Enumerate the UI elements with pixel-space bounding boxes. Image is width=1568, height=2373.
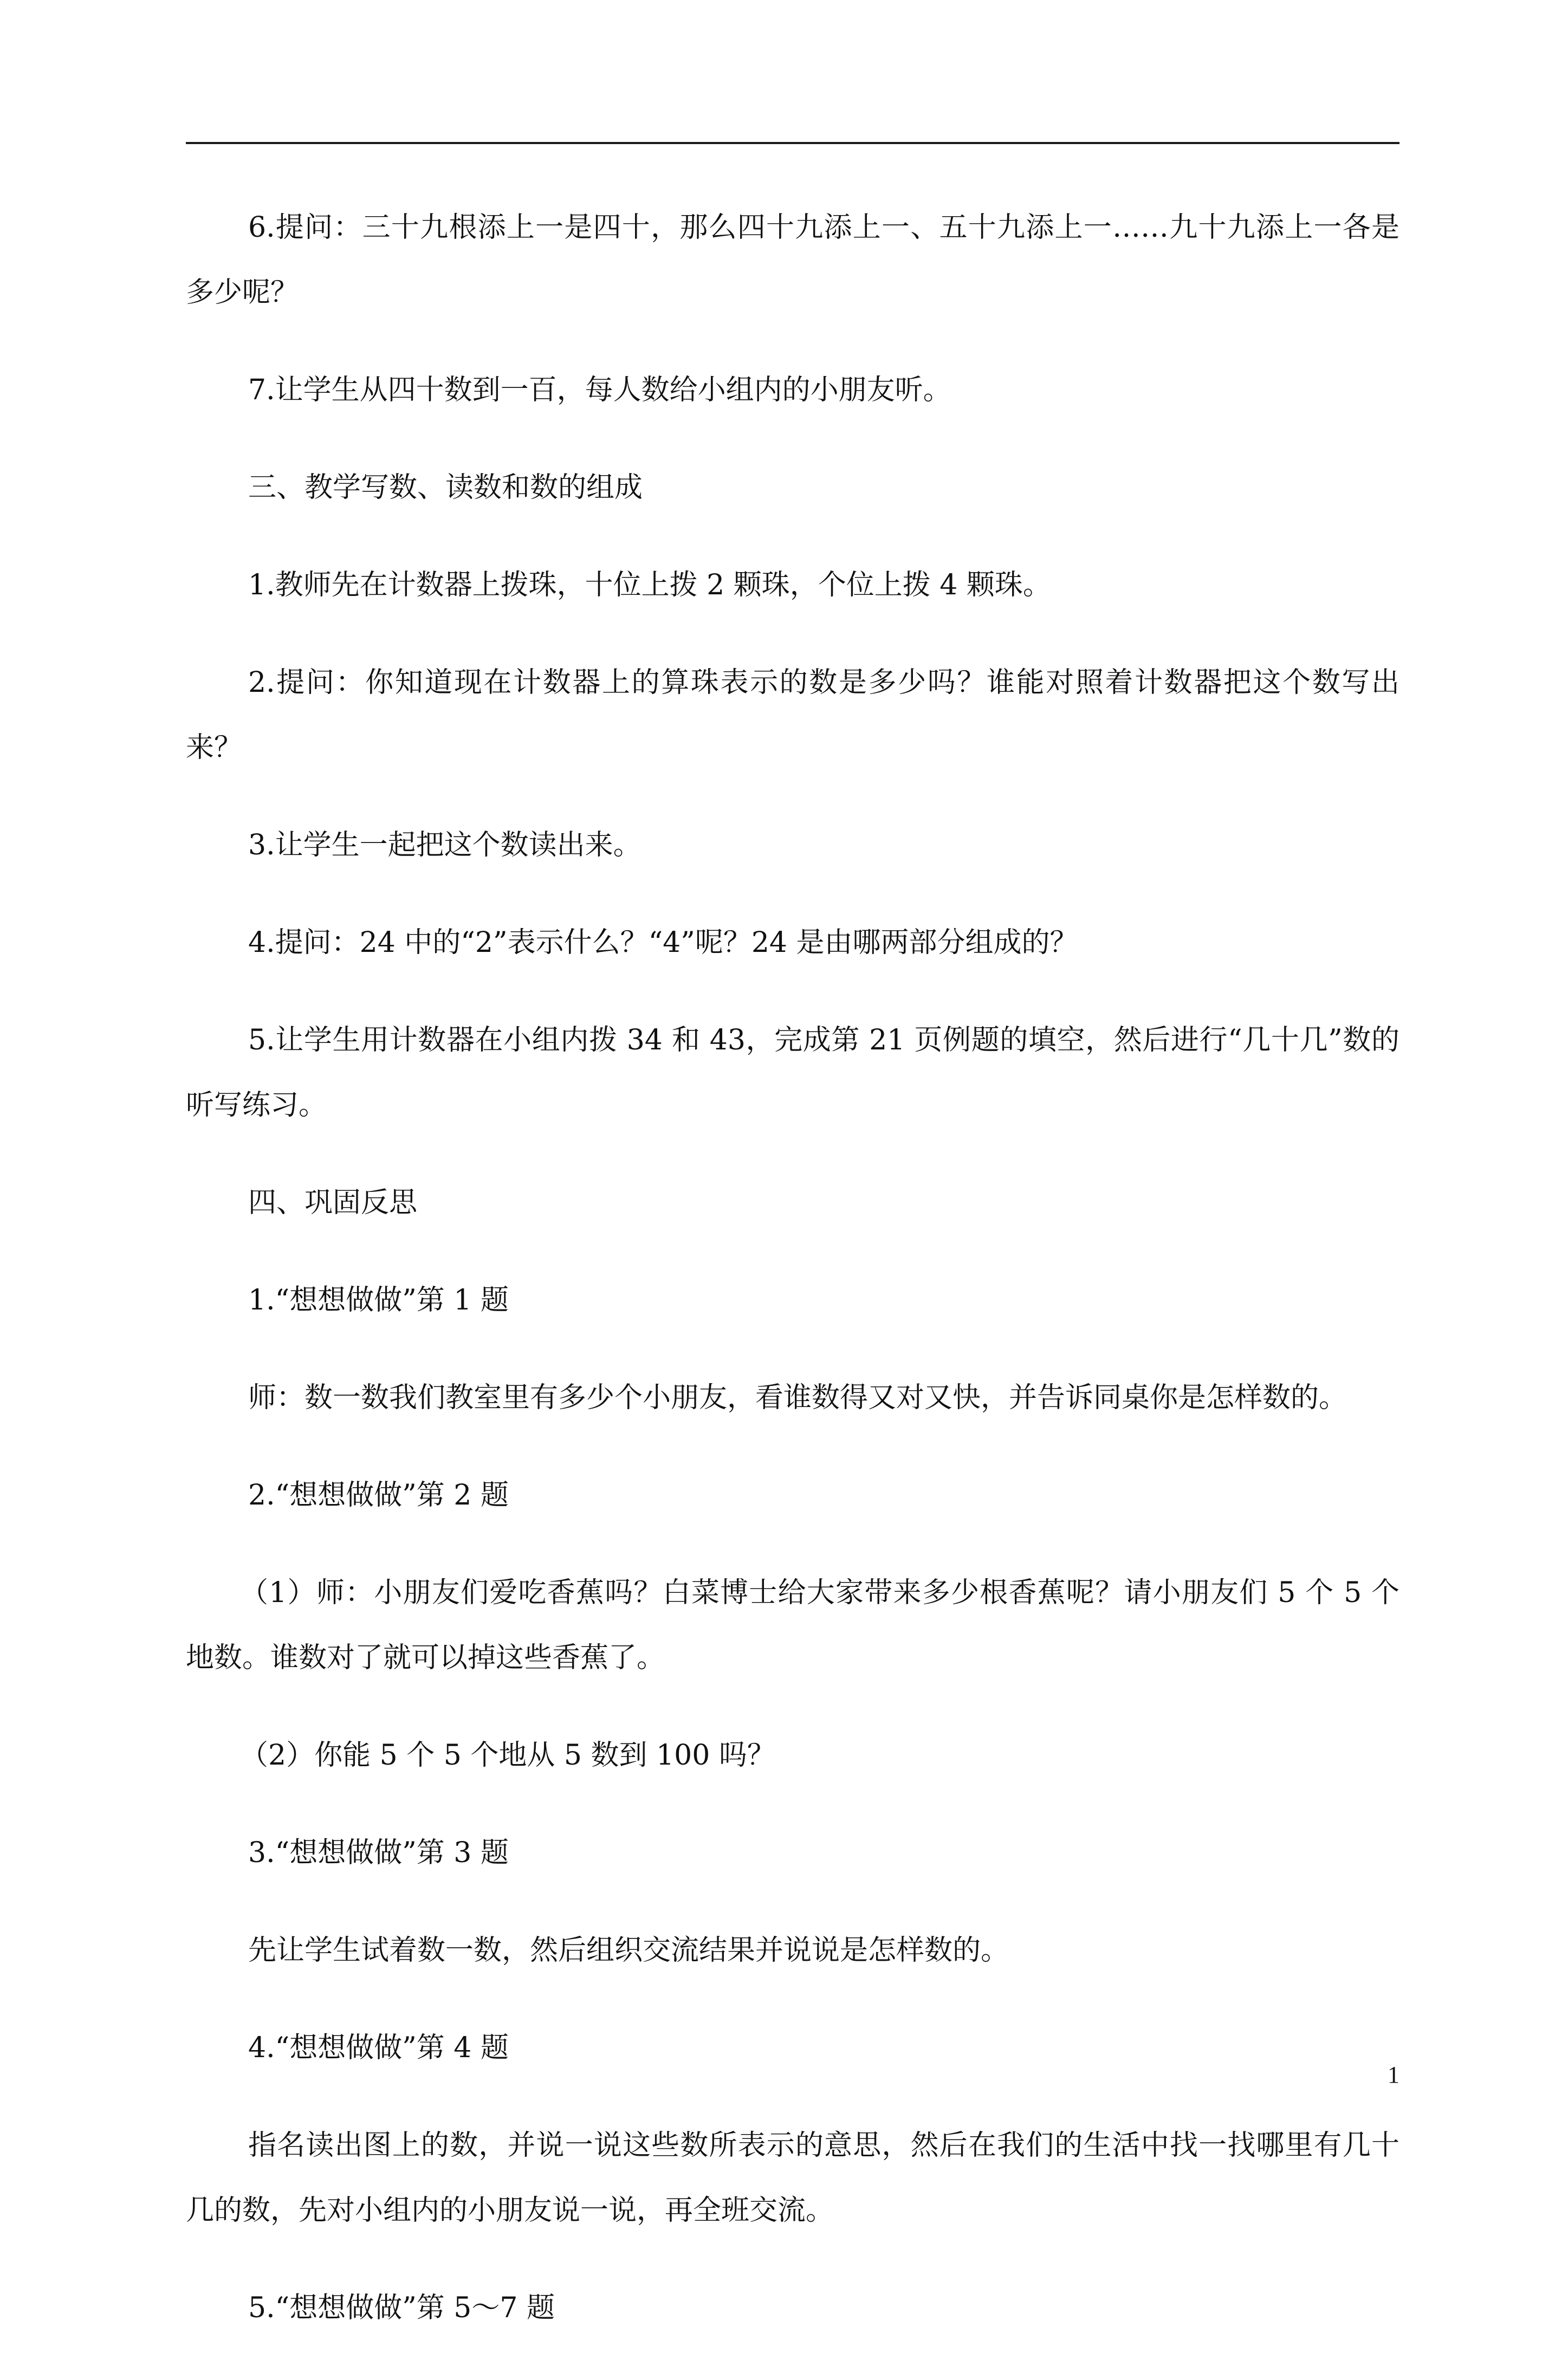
exercise-heading-5: 5.“想想做做”第 5～7 题 [248, 2292, 555, 2324]
section-heading-4: 四、巩固反思 [248, 1186, 418, 1219]
paragraph-item-3: 3.让学生一起把这个数读出来。 [248, 829, 642, 861]
paragraph-question-6: 6.提问：三十九根添上一是四十，那么四十九添上一、五十九添上一……九十九添上一各是多少呢？ [186, 211, 1399, 309]
paragraph-item-2: 2.提问：你知道现在计数器上的算珠表示的数是多少吗？谁能对照着计数器把这个数写出来？ [186, 666, 1399, 764]
paragraph-item-5: 5.让学生用计数器在小组内拨 34 和 43，完成第 21 页例题的填空，然后进行“几十几”数的听写练习。 [186, 1024, 1399, 1121]
exercise-text-4: 指名读出图上的数，并说一说这些数所表示的意思，然后在我们的生活中找一找哪里有几十几的数，先对小组内的小朋友说一说，再全班交流。 [186, 2129, 1399, 2227]
exercise-text-1: 师：数一数我们教室里有多少个小朋友，看谁数得又对又快，并告诉同桌你是怎样数的。 [248, 1382, 1347, 1414]
exercise-heading-3: 3.“想想做做”第 3 题 [248, 1837, 509, 1869]
document-body [186, 195, 1399, 2373]
exercise-heading-2: 2.“想想做做”第 2 题 [248, 1479, 509, 1512]
exercise-text-2-part-1: （1）师：小朋友们爱吃香蕉吗？白菜博士给大家带来多少根香蕉呢？请小朋友们 5 个 5 个地数。谁数对了就可以掉这些香蕉了。 [186, 1577, 1399, 1674]
page-number: 1 [1388, 2061, 1399, 2088]
paragraph-item-7: 7.让学生从四十数到一百，每人数给小组内的小朋友听。 [248, 374, 951, 406]
exercise-heading-1: 1.“想想做做”第 1 题 [248, 1284, 509, 1317]
exercise-text-3: 先让学生试着数一数，然后组织交流结果并说说是怎样数的。 [248, 1934, 1009, 1967]
paragraph-item-4: 4.提问：24 中的“2”表示什么？“4”呢？24 是由哪两部分组成的？ [248, 926, 1078, 959]
paragraph-item-1: 1.教师先在计数器上拨珠，十位上拨 2 颗珠，个位上拨 4 颗珠。 [248, 569, 1051, 601]
exercise-text-2-part-2: （2）你能 5 个 5 个地从 5 数到 100 吗？ [240, 1739, 775, 1772]
header-rule [186, 142, 1399, 144]
exercise-heading-4: 4.“想想做做”第 4 题 [248, 2032, 509, 2064]
section-heading-3: 三、教学写数、读数和数的组成 [248, 471, 643, 504]
